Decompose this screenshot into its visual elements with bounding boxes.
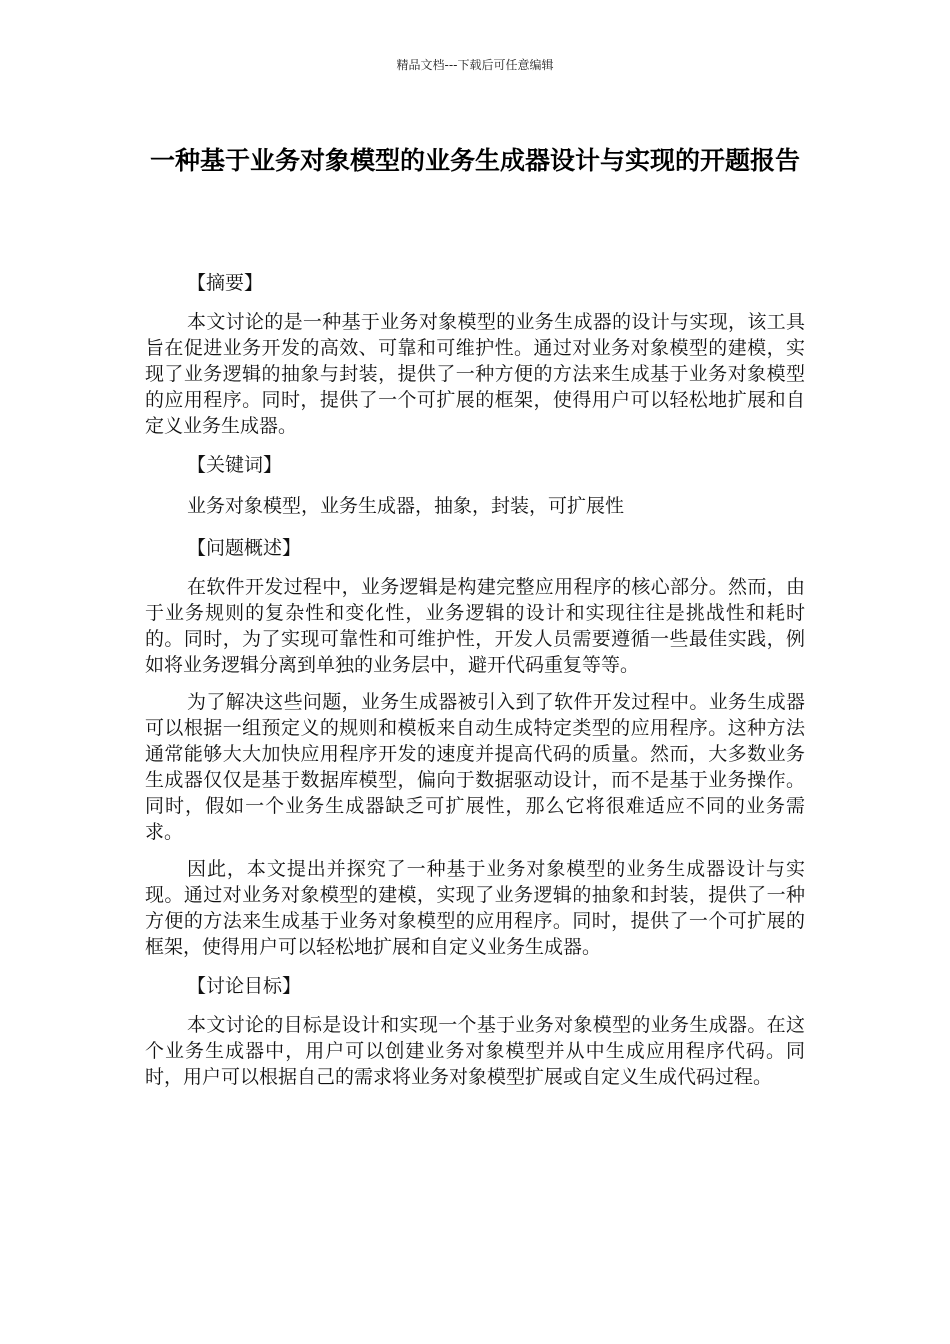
abstract-heading: 【摘要】 [187,272,264,294]
page-header: 精品文档---下载后可任意编辑 [396,58,554,72]
document-title: 一种基于业务对象模型的业务生成器设计与实现的开题报告 [149,146,800,175]
problem-paragraph-3: 因此，本文提出并探究了一种基于业务对象模型的业务生成器设计与实现。通过对业务对象模型的建模，实现了业务逻辑的抽象和封装，提供了一种方便的方法来生成基于业务对象模型的应用程序。同时，提供了一个可扩展的框架，使得用户可以轻松地扩展和自定义业务生成器。 [145,858,805,958]
problem-paragraph-1: 在软件开发过程中，业务逻辑是构建完整应用程序的核心部分。然而，由于业务规则的复杂性和变化性，业务逻辑的设计和实现往往是挑战性和耗时的。同时，为了实现可靠性和可维护性，开发人员需要遵循一些最佳实践，例如将业务逻辑分离到单独的业务层中，避开代码重复等等。 [145,576,805,676]
keywords-text: 业务对象模型，业务生成器，抽象，封装，可扩展性 [187,495,625,517]
goals-heading: 【讨论目标】 [187,975,302,997]
abstract-paragraph: 本文讨论的是一种基于业务对象模型的业务生成器的设计与实现，该工具旨在促进业务开发的高效、可靠和可维护性。通过对业务对象模型的建模，实现了业务逻辑的抽象与封装，提供了一种方便的方法来生成基于业务对象模型的应用程序。同时，提供了一个可扩展的框架，使得用户可以轻松地扩展和自定义业务生成器。 [145,311,805,437]
document-body [145,268,805,1101]
problem-paragraph-2: 为了解决这些问题，业务生成器被引入到了软件开发过程中。业务生成器可以根据一组预定义的规则和模板来自动生成特定类型的应用程序。这种方法通常能够大大加快应用程序开发的速度并提高代码的质量。然而，大多数业务生成器仅仅是基于数据库模型，偏向于数据驱动设计，而不是基于业务操作。同时，假如一个业务生成器缺乏可扩展性，那么它将很难适应不同的业务需求。 [145,691,805,843]
keywords-heading: 【关键词】 [187,454,283,476]
problem-heading: 【问题概述】 [187,537,302,559]
goals-paragraph: 本文讨论的目标是设计和实现一个基于业务对象模型的业务生成器。在这个业务生成器中，用户可以创建业务对象模型并从中生成应用程序代码。同时，用户可以根据自己的需求将业务对象模型扩展或自定义生成代码过程。 [145,1014,805,1088]
